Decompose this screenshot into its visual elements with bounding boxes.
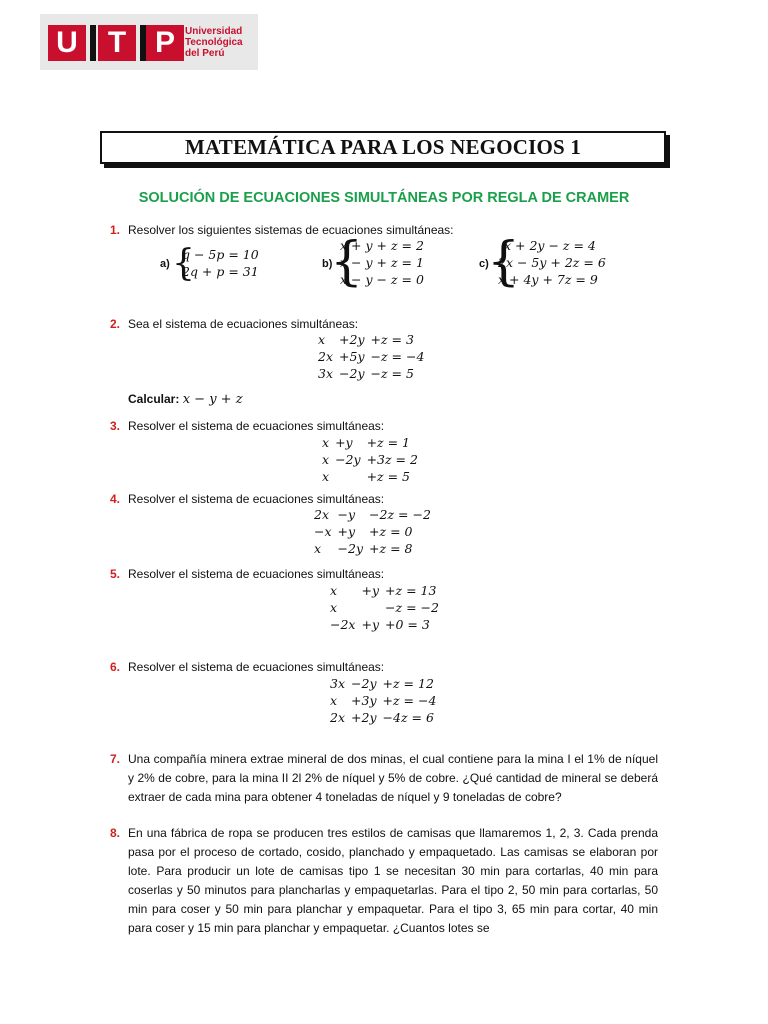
problem-number: 8. bbox=[110, 826, 121, 840]
brace-icon: { bbox=[330, 232, 364, 292]
page-title-box bbox=[100, 131, 666, 164]
brace-icon: { bbox=[172, 243, 195, 284]
logo-letter-p: P bbox=[146, 25, 184, 61]
logo-letter-t: T bbox=[98, 25, 136, 61]
problem-statement: Resolver los siguientes sistemas de ecuaciones simultáneas: bbox=[128, 223, 454, 237]
problem-number: 6. bbox=[110, 660, 121, 674]
system-a: q − 5p = 10 2q + p = 31 bbox=[182, 247, 259, 279]
problem-statement: Resolver el sistema de ecuaciones simultáneas: bbox=[128, 419, 385, 433]
problem-statement: Resolver el sistema de ecuaciones simultáneas: bbox=[128, 492, 385, 506]
problem-number: 3. bbox=[110, 419, 121, 433]
problem-statement: En una fábrica de ropa se producen tres estilos de camisas que llamaremos 1, 2, 3. Cada prenda pasa por el proceso de cortado, cosido, planchado y empaquetado. Las camisas se elaboran por lote. Para producir un lote de camisas tipo 1 se necesitan 30 min para cortarlas, 40 min para coserlas y 50 minutos para plancharlas y empaquetarlas. Para el tipo 2, 50 min para cortarlas, 50 min para coser y 50 min para planchar y empaquetar. Para el tipo 3, 65 min para cortar, 40 min para coser y 15 min para planchar y empaquetar. ¿Cuantos lotes se bbox=[128, 826, 658, 935]
problem-number: 7. bbox=[110, 752, 121, 766]
problem-statement: Sea el sistema de ecuaciones simultáneas: bbox=[128, 317, 359, 331]
problem-number: 2. bbox=[110, 317, 121, 331]
problem-number: 4. bbox=[110, 492, 121, 506]
logo-text: Universidad Tecnológica del Perú bbox=[185, 26, 243, 59]
brace-icon: { bbox=[487, 232, 521, 292]
utp-logo bbox=[40, 14, 258, 70]
problem-statement: Resolver el sistema de ecuaciones simultáneas: bbox=[128, 660, 385, 674]
calc-line: Calcular: x − y + z bbox=[128, 392, 243, 407]
problem-number: 1. bbox=[110, 223, 121, 237]
page-title: MATEMÁTICA PARA LOS NEGOCIOS 1 bbox=[184, 135, 582, 159]
problem-statement: Resolver el sistema de ecuaciones simultáneas: bbox=[128, 567, 385, 581]
equation-system: x +y +z = 1 x −2y +3z = 2 x +z = 5 bbox=[322, 435, 418, 484]
system-c: x + 2y − z = 4 2x − 5y + 2z = 6 x + 4y + 7z = 9 bbox=[498, 238, 606, 287]
system-label-a: a) bbox=[160, 258, 170, 270]
system-b: x + y + z = 2 x − y + z = 1 x − y − z = 0 bbox=[340, 238, 424, 287]
equation-system: x +2y +z = 3 2x +5y −z = −4 3x −2y −z = 5 bbox=[318, 332, 425, 381]
equation-system: 2x −y −2z = −2 −x +y +z = 0 x −2y +z = 8 bbox=[314, 507, 431, 556]
problem-statement: Una compañía minera extrae mineral de dos minas, el cual contiene para la mina I el 1% de níquel y 2% de cobre, para la mina II 2l 2% de níquel y 5% de cobre. ¿Qué cantidad de mineral se deberá extraer de cada mina para obtener 4 toneladas de níquel y 9 toneladas de cobre? bbox=[128, 752, 658, 804]
system-label-b: b) bbox=[322, 258, 333, 270]
logo-separator bbox=[90, 25, 96, 61]
logo-letter-u: U bbox=[48, 25, 86, 61]
problem-number: 5. bbox=[110, 567, 121, 581]
section-subtitle: SOLUCIÓN DE ECUACIONES SIMULTÁNEAS POR REGLA DE CRAMER bbox=[138, 190, 630, 206]
equation-system: x +y +z = 13 x −z = −2 −2x +y +0 = 3 bbox=[330, 583, 439, 632]
equation-system: 3x −2y +z = 12 x +3y +z = −4 2x +2y −4z = 6 bbox=[330, 676, 437, 725]
system-label-c: c) bbox=[479, 258, 489, 270]
